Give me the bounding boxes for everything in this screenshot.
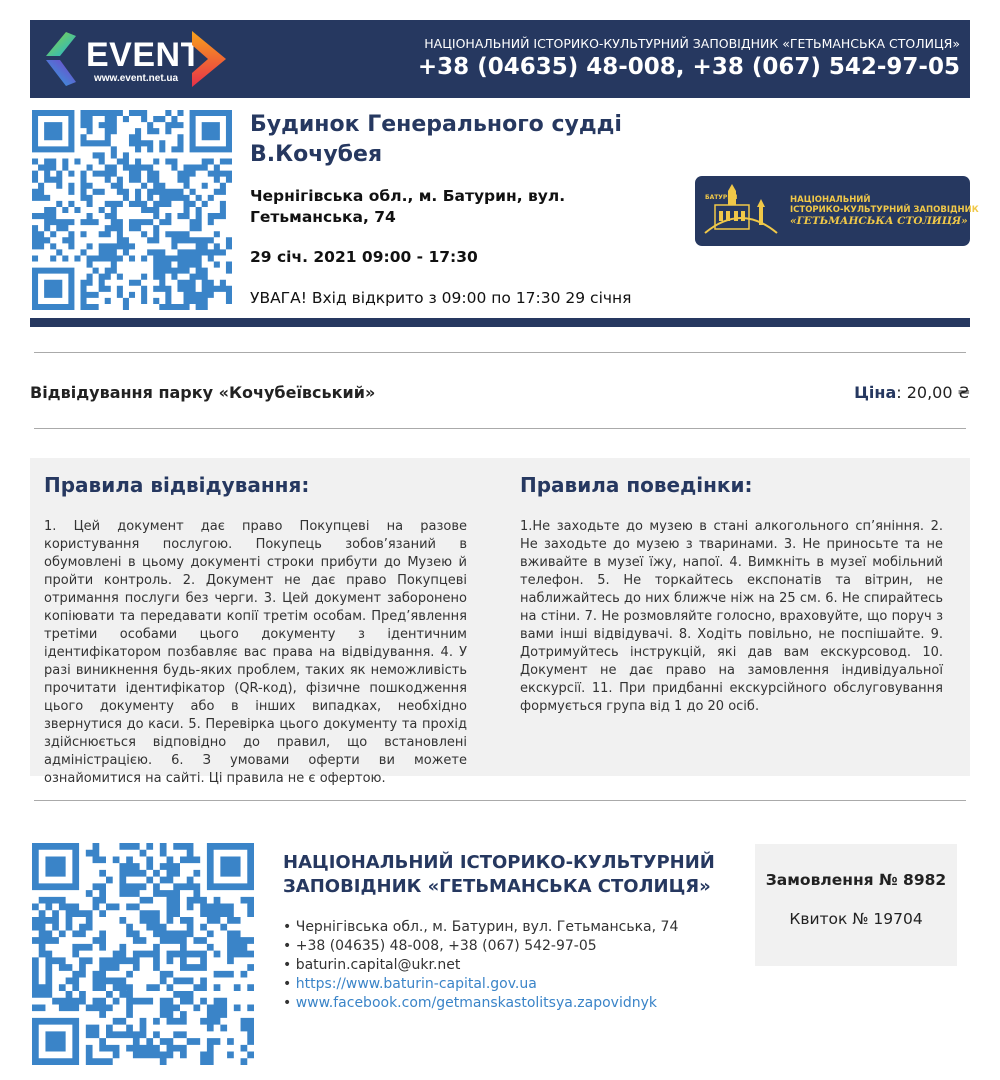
event-title: Будинок Генерального судді В.Кочубея [250, 112, 622, 167]
castle-emblem-icon [701, 183, 781, 239]
qr-finder-pattern [32, 843, 79, 890]
event-logo-url: www.event.net.ua [94, 73, 179, 84]
contact-address: • Чернігівська обл., м. Батурин, вул. Гетьманська, 74 [283, 918, 678, 937]
order-number: Замовлення № 8982 [765, 871, 947, 889]
visit-rules-text: 1. Цей документ дає право Покупцеві на разове користування послугою. Покупець зобов’язаний в обумовлені в цьому документі строки прибути до Музею й пройти контроль. 2. Документ не дає право Покупцеві отримання послуги без черги. 3. Цей документ заборонено копіювати та передавати копії третім особам. Пред’явлення третіми особами цього документу з ідентичним ідентифікатором позбавляє вас права на відвідування. 4. У разі виникнення будь-яких проблем, таких як неможливість прочитати ідентифікатор (QR-код), фізичне пошкодження цього документу або в інших випадках, необхідно звернутися до каси. 5. Перевірка цього документу та прохід здійснюється відповідно до правил, що встановлені адміністрацією. 6. З умовами оферти ви можете ознайомитися на сайті. Ці правила не є офертою. [44, 519, 467, 786]
ticket-number: Квиток № 19704 [789, 910, 923, 928]
qr-finder-pattern [32, 110, 74, 152]
qr-finder-pattern [190, 110, 232, 152]
website-link[interactable]: https://www.baturin-capital.gov.ua [295, 976, 537, 992]
divider-line [34, 352, 966, 353]
qr-finder-pattern [32, 1018, 79, 1065]
header-phones: +38 (04635) 48-008, +38 (067) 542-97-05 [417, 54, 960, 80]
page-header [30, 20, 970, 98]
divider-bar [30, 318, 970, 327]
behavior-rules-text: 1.Не заходьте до музею в стані алкогольного сп’яніння. 2. Не заходьте до музею з тваринами. 3. Не приносьте та не вживайте в музеї їжу, напої. 4. Вимкніть в музеї мобільний телефон. 5. Не торкайтесь експонатів та вітрин, не наближайтесь до них ближче ніж на 25 см. 6. Не спирайтесь на стіни. 7. Не розмовляйте голосно, враховуйте, що поруч з вами інші відвідувачі. 8. Ходіть повільно, не поспішайте. 9. Дотримуйтесь інструкцій, які дав вам екскурсовод. 10. Документ не дає право на замовлення індивідуальної екскурсії. 11. При придбанні екскурсійного обслуговування формується група від 1 до 20 осіб. [520, 519, 943, 714]
contact-email: • baturin.capital@ukr.net [283, 956, 678, 975]
event-logo-word: EVENT [86, 36, 202, 74]
arrow-logo-icon [186, 29, 230, 89]
facebook-link[interactable]: www.facebook.com/getmanskastolitsya.zapovidnyk [295, 995, 657, 1011]
org-logo [695, 176, 979, 246]
visit-rules-title: Правила відвідування: [44, 473, 310, 497]
divider-line [34, 428, 966, 429]
contact-facebook [283, 994, 678, 1013]
org-logo-line2: ІСТОРИКО-КУЛЬТУРНИЙ ЗАПОВІДНИК [790, 205, 979, 215]
behavior-rules-title: Правила поведінки: [520, 473, 753, 497]
org-logo-mini-text: БАТУРИН [705, 194, 738, 201]
divider-line [34, 800, 966, 801]
contact-website [283, 975, 678, 994]
order-info [755, 844, 957, 966]
contact-phones: • +38 (04635) 48-008, +38 (067) 542-97-05 [283, 937, 678, 956]
header-org-name: НАЦІОНАЛЬНИЙ ІСТОРИКО-КУЛЬТУРНИЙ ЗАПОВІДНИК «ГЕТЬМАНСЬКА СТОЛИЦЯ» [424, 36, 960, 51]
qr-finder-pattern [207, 843, 254, 890]
qr-finder-pattern [32, 268, 74, 310]
org-logo-line1: НАЦІОНАЛЬНИЙ [790, 195, 871, 205]
event-address: Чернігівська обл., м. Батурин, вул. Гетьманська, 74 [250, 187, 566, 226]
ticket-item-name: Відвідування парку «Кочубеївський» [30, 383, 376, 402]
price-label: Ціна [854, 383, 897, 402]
event-notice: УВАГА! Вхід відкрито з 09:00 по 17:30 29 січня [250, 289, 632, 307]
event-logo[interactable] [38, 26, 228, 92]
contact-list [283, 918, 678, 1013]
rules-section [30, 458, 970, 786]
org-logo-line3: «ГЕТЬМАНСЬКА СТОЛИЦЯ» [790, 215, 968, 227]
qr-code-bottom [32, 843, 254, 1065]
footer-org-name: НАЦІОНАЛЬНИЙ ІСТОРИКО-КУЛЬТУРНИЙ ЗАПОВІДНИК «ГЕТЬМАНСЬКА СТОЛИЦЯ» [283, 852, 715, 897]
qr-code-top [32, 110, 232, 310]
price-value: : 20,00 ₴ [896, 383, 970, 402]
event-date: 29 січ. 2021 09:00 - 17:30 [250, 248, 478, 266]
ticket-price [854, 383, 970, 402]
